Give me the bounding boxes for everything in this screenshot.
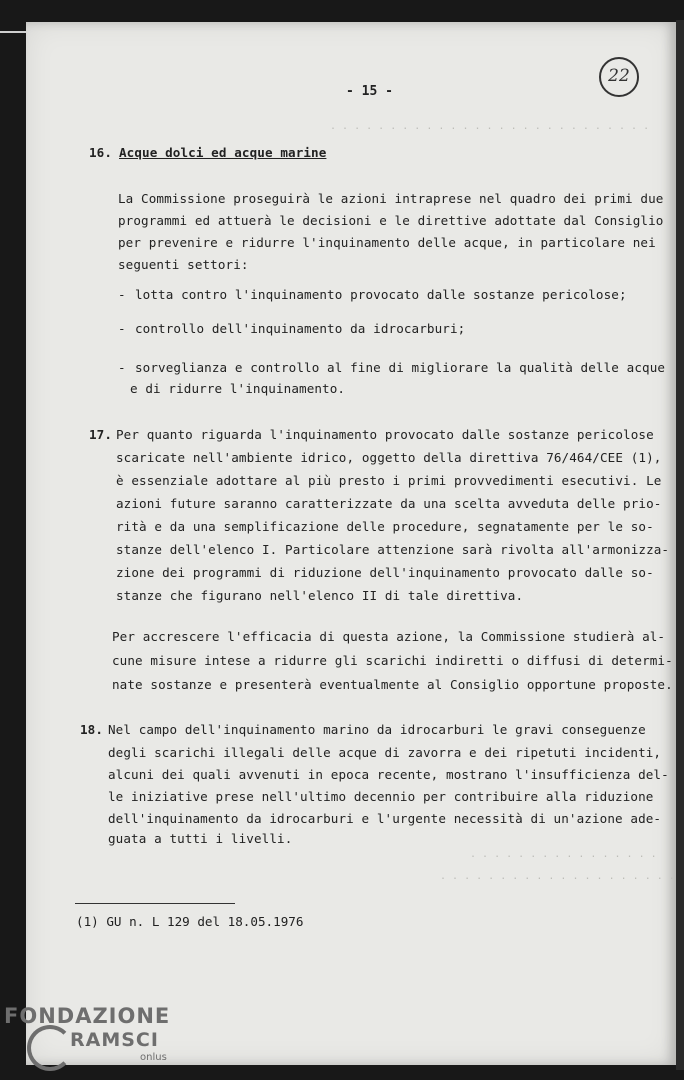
bullet-continuation: e di ridurre l'inquinamento. [130, 381, 346, 396]
bleed-through-marks: . . . . . . . . . . . . . . . . . . . . . . . . . . . [330, 121, 650, 132]
footnote: (1) GU n. L 129 del 18.05.1976 [76, 914, 304, 929]
section-17-line: zione dei programmi di riduzione dell'inquinamento provocato dalle so- [116, 565, 654, 580]
section-16-number: 16. [89, 145, 113, 160]
watermark-g-logo [27, 1025, 73, 1071]
bullet-dash: - [118, 321, 126, 336]
section-17-line: è essenziale adottare al più presto i primi provvedimenti esecutivi. Le [116, 473, 662, 488]
section-17-line: azioni future saranno caratterizzate da una scelta avveduta delle prio- [116, 496, 662, 511]
bullet-dash: - [118, 287, 126, 302]
section-18-line: le iniziative prese nell'ultimo decennio per contribuire alla riduzione [108, 789, 654, 804]
section-18-line: dell'inquinamento da idrocarburi e l'urgente necessità di un'azione ade- [108, 811, 662, 826]
section-17-paragraph-2-line: Per accrescere l'efficacia di questa azione, la Commissione studierà al- [112, 629, 666, 644]
bullet-text: lotta contro l'inquinamento provocato dalle sostanze pericolose; [135, 287, 627, 302]
section-17-line: Per quanto riguarda l'inquinamento provocato dalle sostanze pericolose [116, 427, 654, 442]
section-17-paragraph-2-line: cune misure intese a ridurre gli scarichi indiretti o diffusi di determi- [112, 653, 673, 668]
section-18-line: guata a tutti i livelli. [108, 831, 293, 846]
section-18-line: degli scarichi illegali delle acque di zavorra e dei ripetuti incidenti, [108, 745, 662, 760]
section-17-line: rità e da una semplificazione delle procedure, segnatamente per le so- [116, 519, 654, 534]
bleed-through-marks: . . . . . . . . . . . . . . . . [470, 849, 657, 860]
section-16-line: per prevenire e ridurre l'inquinamento delle acque, in particolare nei [118, 235, 656, 250]
binding-shadow [676, 20, 684, 1070]
section-16-line: seguenti settori: [118, 257, 249, 272]
watermark-line-2: RAMSCI [70, 1029, 159, 1051]
section-17-paragraph-2-line: nate sostanze e presenterà eventualmente al Consiglio opportune proposte. [112, 677, 673, 692]
watermark-line-1: FONDAZIONE [4, 1004, 171, 1028]
watermark-suffix: onlus [140, 1052, 167, 1063]
section-17-line: stanze che figurano nell'elenco II di tale direttiva. [116, 588, 524, 603]
section-17-line: scaricate nell'ambiente idrico, oggetto della direttiva 76/464/CEE (1), [116, 450, 662, 465]
archive-number-stamp: 22 [599, 57, 639, 97]
page-number: - 15 - [346, 84, 393, 99]
section-16-title: Acque dolci ed acque marine [119, 145, 327, 160]
bullet-text: sorveglianza e controllo al fine di migliorare la qualità delle acque [135, 360, 666, 375]
bleed-through-marks: . . . . . . . . . . . . . . . . . . . . [440, 871, 675, 882]
footnote-divider [75, 903, 235, 904]
section-17-line: stanze dell'elenco I. Particolare attenzione sarà rivolta all'armonizza- [116, 542, 670, 557]
section-16-line: La Commissione proseguirà le azioni intraprese nel quadro dei primi due [118, 191, 664, 206]
section-18-number: 18. [80, 722, 104, 737]
section-17-number: 17. [89, 427, 113, 442]
section-16-line: programmi ed attuerà le decisioni e le direttive adottate dal Consiglio [118, 213, 664, 228]
bullet-dash: - [118, 360, 126, 375]
section-18-line: alcuni dei quali avvenuti in epoca recente, mostrano l'insufficienza del- [108, 767, 669, 782]
bullet-text: controllo dell'inquinamento da idrocarburi; [135, 321, 466, 336]
section-18-line: Nel campo dell'inquinamento marino da idrocarburi le gravi conseguenze [108, 722, 646, 737]
